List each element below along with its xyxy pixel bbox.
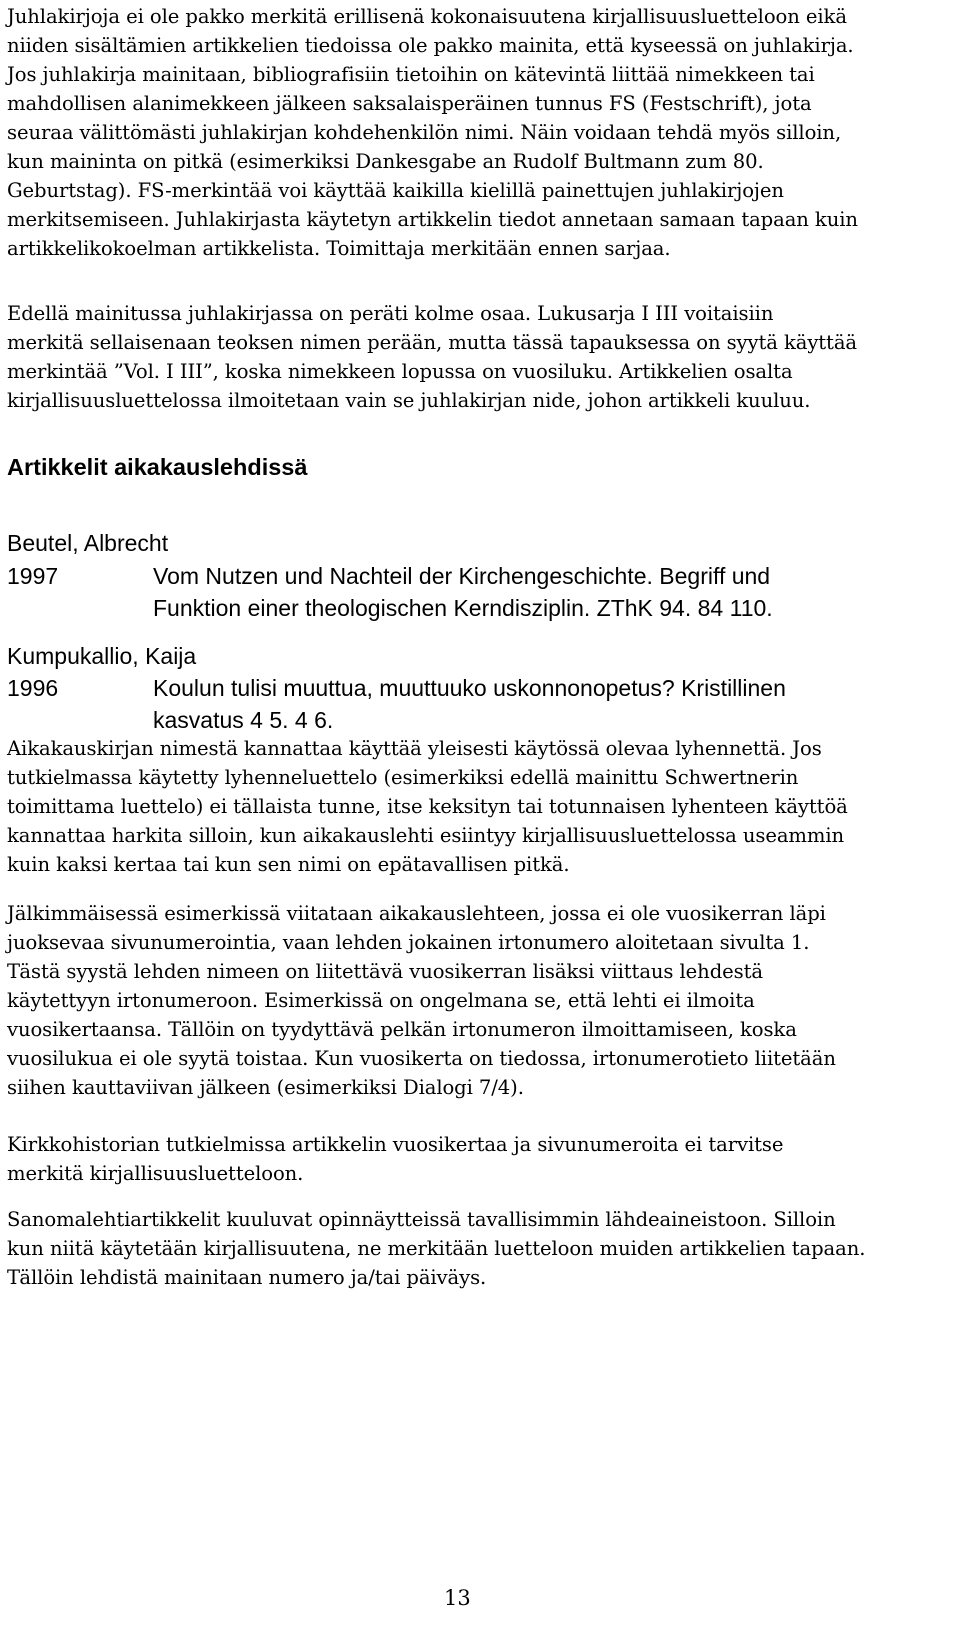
entry-reference: Vom Nutzen und Nachteil der Kirchengeschichte. Begriff und Funktion einer theologischen Kerndisziplin. ZThK 94. 84 110. [153,563,773,621]
page-number: 13 [444,1586,471,1610]
paragraph-festschrift-parts: Edellä mainitussa juhlakirjassa on peräti kolme osaa. Lukusarja I III voitaisiin merkitä sellaisenaan teoksen nimen perään, mutta tässä tapauksessa on syytä käyttää merkintää ”Vol. I III”, koska nimekkeen lopussa on vuosiluku. Artikkelien osalta kirjallisuusluettelossa ilmoitetaan vain se juhlakirjan nide, johon artikkeli kuuluu. [7,302,857,412]
paragraph-festschrift-intro: Juhlakirjoja ei ole pakko merkitä erillisenä kokonaisuutena kirjallisuusluetteloon eikä niiden sisältämien artikkelien tiedoissa ole pakko mainita, että kyseessä on juhlakirja. Jos juhlakirja mainitaan, bibliografisiin tietoihin on kätevintä liittää nimekkeen tai mahdollisen alanimekkeen jälkeen saksalaisperäinen tunnus FS (Festschrift), jota seuraa välittömästi juhlakirjan kohdehenkilön nimi. Näin voidaan tehdä myös silloin, kun maininta on pitkä (esimerkiksi Dankesgabe an Rudolf Bultmann zum 80. Geburtstag). FS-merkintää voi käyttää kaikilla kielillä painettujen juhlakirjojen merkitsemiseen. Juhlakirjasta käytetyn artikkelin tiedot annetaan samaan tapaan kuin artikkelikokoelman artikkelista. Toimittaja merkitään ennen sarjaa. [7,5,858,260]
paragraph-latter-example: Jälkimmäisessä esimerkissä viitataan aikakauslehteen, jossa ei ole vuosikerran läpi juoksevaa sivunumerointia, vaan lehden jokainen irtonumero aloitetaan sivulta 1. Tästä syystä lehden nimeen on liitettävä vuosikerran lisäksi viittaus lehdestä käytettyyn irtonumeroon. Esimerkissä on ongelmana se, että lehti ei ilmoita vuosikertaansa. Tällöin on tyydyttävä pelkän irtonumeron ilmoittamiseen, koska vuosilukua ei ole syytä toistaa. Kun vuosikerta on tiedossa, irtonumerotieto liitetään siihen kauttaviivan jälkeen (esimerkiksi Dialogi 7/4). [7,902,836,1099]
entry-year: 1997 [7,563,59,589]
paragraph-journal-abbreviation: Aikakauskirjan nimestä kannattaa käyttää yleisesti käytössä olevaa lyhennettä. Jos tutkielmassa käytetty lyhenneluettelo (esimerkiksi edellä mainittu Schwertnerin toimittama luettelo) ei tällaista tunne, itse keksityn tai totunnaisen lyhenteen käyttöä kannattaa harkita silloin, kun aikakauslehti esiintyy kirjallisuusluettelossa useammin kuin kaksi kertaa tai kun sen nimi on epätavallisen pitkä. [7,737,848,876]
entry-reference: Koulun tulisi muuttua, muuttuuko uskonnonopetus? Kristillinen kasvatus 4 5. 4 6. [153,675,786,733]
paragraph-church-history: Kirkkohistorian tutkielmissa artikkelin vuosikertaa ja sivunumeroita ei tarvitse merkitä kirjallisuusluetteloon. [7,1133,784,1185]
entry-author: Beutel, Albrecht [7,530,169,556]
entry-year: 1996 [7,675,59,701]
paragraph-newspaper-articles: Sanomalehtiartikkelit kuuluvat opinnäytteissä tavallisimmin lähdeaineistoon. Silloin kun niitä käytetään kirjallisuutena, ne merkitään luetteloon muiden artikkelien tapaan. Tällöin lehdistä mainitaan numero ja/tai päiväys. [7,1208,866,1289]
entry-author: Kumpukallio, Kaija [7,643,197,669]
section-heading: Artikkelit aikakauslehdissä [7,454,308,480]
